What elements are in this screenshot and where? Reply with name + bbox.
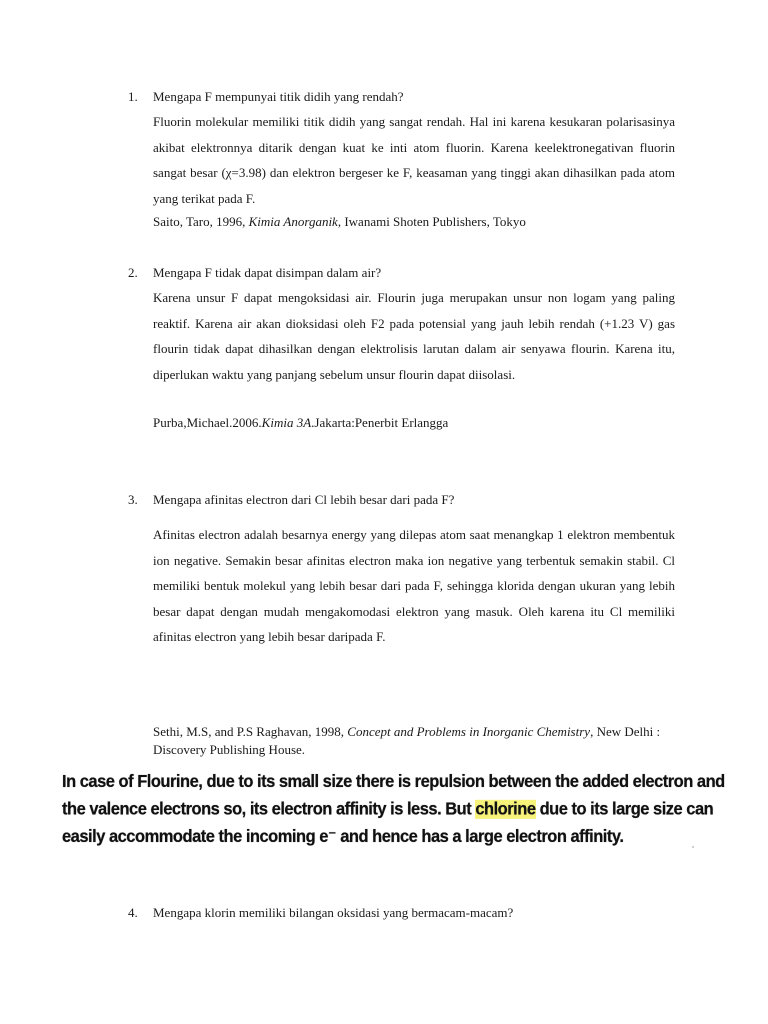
scanned-excerpt	[62, 768, 734, 851]
item-1-ref-authors: Saito, Taro, 1996,	[153, 214, 249, 229]
item-2-ref-title: Kimia 3A	[261, 415, 312, 430]
scanned-excerpt-highlight: chlorine	[475, 799, 536, 819]
item-3-reference	[153, 723, 673, 759]
item-1-ref-title: Kimia Anorganik	[248, 214, 338, 229]
item-3-ref-publisher: , New Delhi : Discovery Publishing House.	[153, 724, 661, 757]
item-1-question: Mengapa F mempunyai titik didih yang rendah?	[153, 89, 404, 104]
item-2-ref-publisher: .Jakarta:Penerbit Erlangga	[311, 415, 449, 430]
item-3-question: Mengapa afinitas electron dari Cl lebih besar dari pada F?	[153, 492, 455, 507]
item-2-number: 2.	[128, 265, 138, 280]
scanned-excerpt-text-1: In case of Flourine, due to its small size there is repulsion between the added electron and the valence electrons so, its electron affinity is less. But	[62, 772, 725, 819]
item-2-question: Mengapa F tidak dapat disimpan dalam air?	[153, 265, 382, 280]
item-3-ref-title: Concept and Problems in Inorganic Chemistry	[347, 724, 591, 739]
item-3-ref-authors: Sethi, M.S, and P.S Raghavan, 1998,	[153, 724, 348, 739]
scan-speck	[692, 846, 694, 848]
item-3-answer: Afinitas electron adalah besarnya energy yang dilepas atom saat menangkap 1 elektron membentuk ion negative. Semakin besar afinitas electron maka ion negative yang terbentuk semakin stabil. Cl memiliki bentuk molekul yang lebih besar dari pada F, sehingga klorida dengan ukuran yang lebih besar dapat dengan mudah mengakomodasi elektron yang masuk. Oleh karena itu Cl memiliki afinitas electron yang lebih besar daripada F.	[153, 527, 675, 644]
item-1-reference	[153, 213, 526, 231]
item-3-number: 3.	[128, 492, 138, 507]
item-4-number: 4.	[128, 905, 138, 920]
item-2-reference	[153, 414, 448, 432]
item-2-ref-authors: Purba,Michael.2006.	[153, 415, 262, 430]
item-4-question: Mengapa klorin memiliki bilangan oksidasi yang bermacam-macam?	[153, 905, 514, 920]
item-1-answer: Fluorin molekular memiliki titik didih yang sangat rendah. Hal ini karena kesukaran polarisasinya akibat elektronnya ditarik dengan kuat ke inti atom fluorin. Karena keelektronegativan fluorin sangat besar (χ=3.98) dan elektron bergeser ke F, keasaman yang tinggi akan dihasilkan pada atom yang terikat pada F.	[153, 114, 675, 206]
scanned-excerpt-text-2: due to its large size can easily accommodate the incoming e⁻ and hence has a large electron affinity.	[62, 799, 714, 847]
item-1-ref-publisher: , Iwanami Shoten Publishers, Tokyo	[337, 214, 526, 229]
item-2-answer: Karena unsur F dapat mengoksidasi air. Flourin juga merupakan unsur non logam yang paling reaktif. Karena air akan dioksidasi oleh F2 pada potensial yang jauh lebih rendah (+1.23 V) gas flourin tidak dapat dihasilkan dengan elektrolisis larutan dalam air senyawa flourin. Karena itu, diperlukan waktu yang panjang sebelum unsur flourin dapat diisolasi.	[153, 290, 675, 382]
item-1-number: 1.	[128, 89, 138, 104]
